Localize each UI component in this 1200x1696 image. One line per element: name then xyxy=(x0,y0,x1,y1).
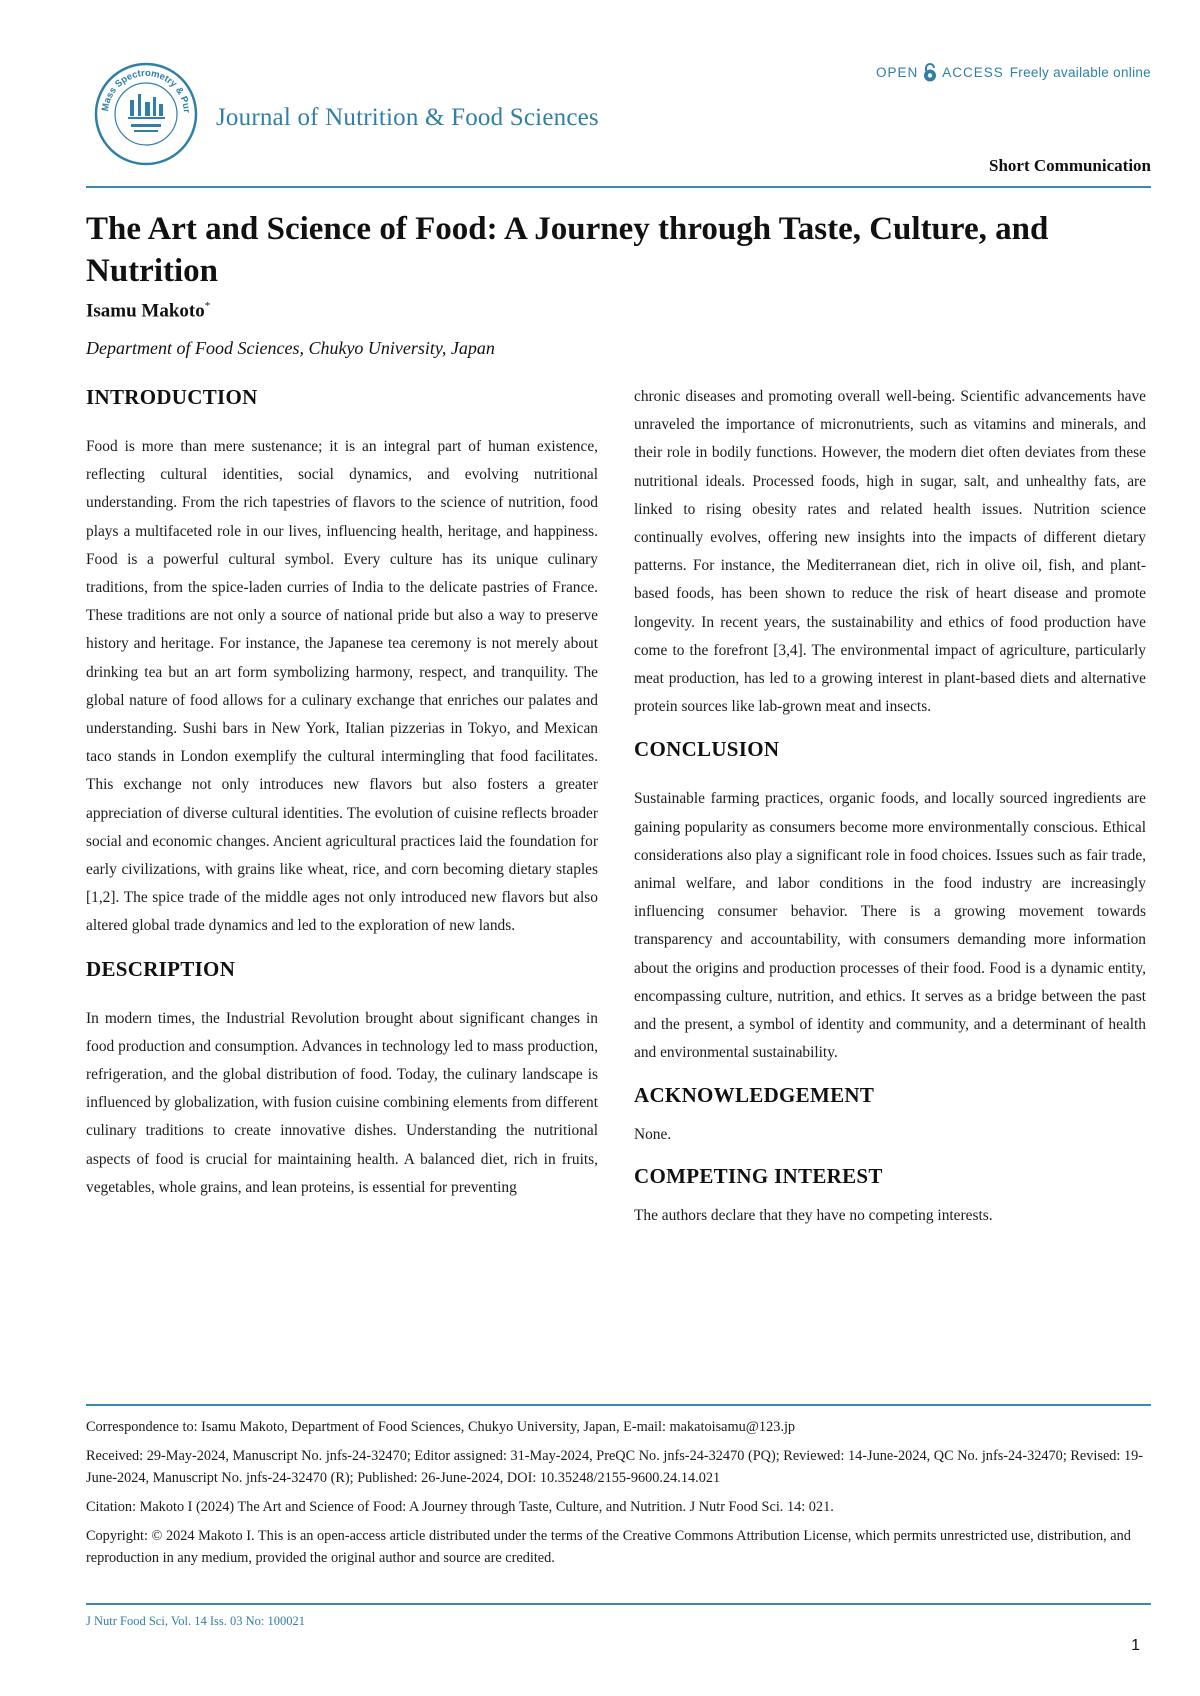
author-affiliation: Department of Food Sciences, Chukyo University, Japan xyxy=(86,338,495,358)
description-heading: DESCRIPTION xyxy=(86,956,236,981)
footnote-divider xyxy=(86,1404,1151,1406)
acknowledgement-heading: ACKNOWLEDGEMENT xyxy=(634,1083,875,1108)
footer-divider xyxy=(86,1603,1151,1605)
journal-seal-icon xyxy=(92,60,200,168)
correspondence-text: Isamu Makoto, Department of Food Sciences, Chukyo University, Japan, E-mail: makatoisamu@123.jp xyxy=(201,1419,796,1435)
conclusion-heading: CONCLUSION xyxy=(634,737,780,762)
citation-note xyxy=(86,1496,1151,1518)
open-access-note: Freely available online xyxy=(1009,64,1151,80)
open-access-label-b: ACCESS xyxy=(942,64,1004,80)
svg-text:Mass Spectrometry & Purificati xyxy=(92,60,192,114)
article-type: Short Communication xyxy=(989,156,1151,175)
author-mark: * xyxy=(204,300,211,312)
author-name-text: Isamu Makoto xyxy=(86,300,205,322)
introduction-text: Food is more than mere sustenance; it is an integral part of human existence, reflecting cultural identities, social dynamics, and evolving nutritional understanding. From the rich tapestries of flavors to the science of nutrition, food plays a multifaceted role in our lives, influencing health, heritage, and happiness. Food is a powerful cultural symbol. Every culture has its unique culinary traditions, from the spice-laden curries of India to the delicate pastries of France. These traditions are not only a source of national pride but also a way to preserve history and heritage. For instance, the Japanese tea ceremony is not merely about drinking tea but an art form symbolizing harmony, respect, and tranquility. The global nature of food allows for a culinary exchange that enriches our palates and understanding. Sushi bars in New York, Italian pizzerias in Tokyo, and Mexican taco stands in London exemplify the cultural intermingling that food facilitates. This exchange not only introduces new flavors but also fosters a greater appreciation of diverse cultural identities. The evolution of cuisine reflects broader social and economic changes. Ancient agricultural practices laid the foundation for early civilizations, with grains like wheat, rice, and corn becoming dietary staples [1,2]. The spice trade of the middle ages not only introduced new flavors but also altered global trade dynamics and led to the exploration of new lands. xyxy=(86,438,598,935)
open-access-badge xyxy=(876,62,1151,82)
right-column xyxy=(634,383,1146,1230)
article-title: The Art and Science of Food: A Journey through Taste, Culture, and Nutrition xyxy=(86,211,1049,289)
description-text-left: In modern times, the Industrial Revolution brought about significant changes in food production and consumption. Advances in technology led to mass production, refrigeration, and the global distribution of food. Today, the culinary landscape is influenced by globalization, with fusion cuisine combining elements from different culinary traditions to create innovative dishes. Understanding the nutritional aspects of food is crucial for maintaining health. A balanced diet, rich in fruits, vegetables, whole grains, and lean proteins, is essential for preventing xyxy=(86,1009,598,1196)
description-text-right: chronic diseases and promoting overall well-being. Scientific advancements have unraveled the importance of micronutrients, such as vitamins and minerals, and their role in bodily functions. However, the modern diet often deviates from these nutritional ideals. Processed foods, high in sugar, salt, and unhealthy fats, are linked to rising obesity rates and related health issues. Nutrition science continually evolves, offering new insights into the impacts of different dietary patterns. For instance, the Mediterranean diet, rich in olive oil, fish, and plant-based foods, has been shown to reduce the risk of heart disease and promote longevity. In recent years, the sustainability and ethics of food production have come to the forefront [3,4]. The environmental impact of agriculture, particularly meat production, has led to a growing interest in plant-based diets and alternative protein sources like lab-grown meat and insects. xyxy=(634,388,1146,716)
competing-interest-text: The authors declare that they have no competing interests. xyxy=(634,1206,993,1224)
correspondence-label: Correspondence to: xyxy=(86,1419,198,1435)
correspondence-note xyxy=(86,1416,1151,1438)
header-divider xyxy=(86,186,1151,188)
competing-interest-heading: COMPETING INTEREST xyxy=(634,1163,883,1188)
received-label: Received: xyxy=(86,1448,144,1464)
received-note xyxy=(86,1445,1151,1489)
left-column xyxy=(86,383,598,1202)
conclusion-text: Sustainable farming practices, organic foods, and locally sourced ingredients are gaining popularity as consumers become more environmentally conscious. Ethical considerations also play a significant role in food choices. Issues such as fair trade, animal welfare, and labor conditions in the food industry are increasingly influencing consumer behavior. There is a growing movement towards transparency and accountability, with consumers demanding more information about the origins and production processes of their food. Food is a dynamic entity, encompassing culture, nutrition, and ethics. It serves as a bridge between the past and the present, a symbol of identity and community, and a determinant of health and environmental sustainability. xyxy=(634,790,1146,1062)
open-access-label-a: OPEN xyxy=(875,64,919,80)
seal-arc-text: Mass Spectrometry & Pur xyxy=(99,67,193,114)
acknowledgement-text: None. xyxy=(634,1126,672,1144)
open-lock-icon xyxy=(922,62,938,82)
copyright-text: © 2024 Makoto I. This is an open-access article distributed under the terms of the Creative Commons Attribution License, which permits unrestricted use, distribution, and reproduction in any medium, provided the original author and source are credited. xyxy=(86,1528,1131,1566)
journal-name: Journal of Nutrition & Food Sciences xyxy=(216,104,599,131)
introduction-heading: INTRODUCTION xyxy=(86,385,258,409)
copyright-note xyxy=(86,1525,1151,1569)
citation-label: Citation: xyxy=(86,1499,137,1515)
author-name xyxy=(86,300,210,322)
footnotes xyxy=(86,1416,1151,1576)
footer-journal-ref: J Nutr Food Sci, Vol. 14 Iss. 03 No: 100021 xyxy=(86,1614,306,1628)
received-text: 29-May-2024, Manuscript No. jnfs-24-32470; Editor assigned: 31-May-2024, PreQC No. jnfs-24-32470 (PQ); Reviewed: 14-June-2024, QC No. jnfs-24-32470; Revised: 19-June-2024, Manuscript No. jnfs-24-32470 (R); Published: 26-June-2024, DOI: 10.35248/2155-9600.24.14.021 xyxy=(86,1448,1144,1486)
page-number: 1 xyxy=(1131,1637,1140,1654)
copyright-label: Copyright: xyxy=(86,1528,148,1544)
citation-text: Makoto I (2024) The Art and Science of Food: A Journey through Taste, Culture, and Nutrition. J Nutr Food Sci. 14: 021. xyxy=(139,1499,834,1515)
